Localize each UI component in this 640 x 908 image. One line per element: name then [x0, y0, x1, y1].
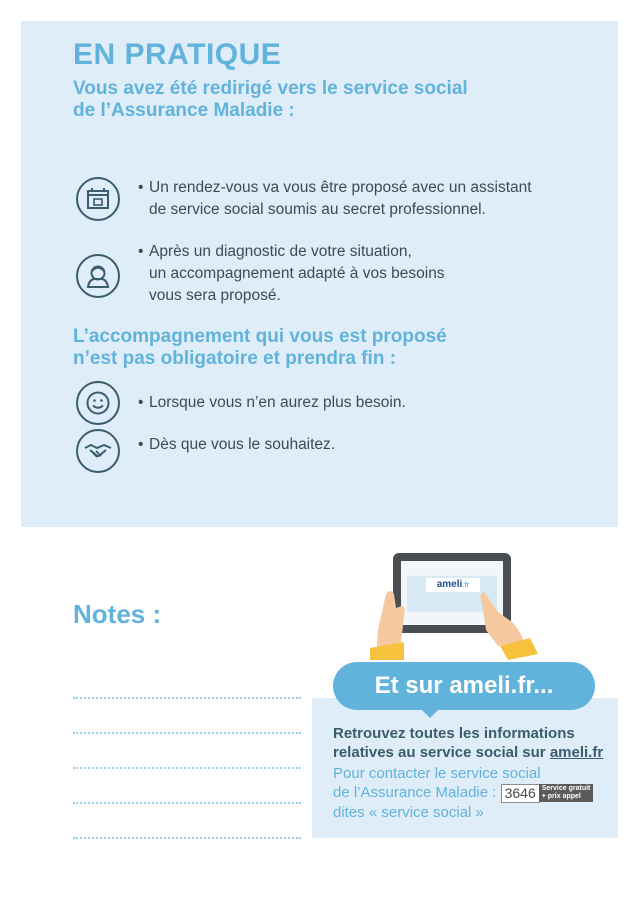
- item-text-line-2: de service social soumis au secret professionnel.: [149, 201, 486, 218]
- notes-title: Notes :: [73, 599, 162, 629]
- section-heading-line-2: n’est pas obligatoire et prendra fin :: [73, 348, 397, 369]
- info-bold-text: [333, 724, 618, 762]
- ameli-logo-suffix: .fr: [462, 582, 470, 589]
- calendar-icon: [76, 177, 120, 221]
- list-item: [138, 241, 578, 307]
- info-bold-line-1: Retrouvez toutes les informations: [333, 725, 575, 742]
- info-bold-line-2: relatives au service social sur: [333, 744, 550, 761]
- bullet: •: [138, 394, 144, 411]
- tablet-illustration: [370, 550, 540, 660]
- ameli-logo-text: ameli: [436, 579, 463, 590]
- list-item: [138, 177, 578, 221]
- bullet: •: [138, 436, 144, 453]
- bullet: •: [138, 243, 144, 260]
- subtitle-line-1: Vous avez été redirigé vers le service social: [73, 78, 468, 99]
- tablet-icon: [370, 550, 540, 660]
- list-item: [138, 434, 578, 456]
- note-line: [73, 837, 301, 839]
- contact-info: [333, 764, 618, 822]
- ameli-bubble: Et sur ameli.fr...: [333, 662, 595, 710]
- phone-number[interactable]: 3646: [501, 784, 540, 803]
- note-line: [73, 767, 301, 769]
- item-text: Dès que vous le souhaitez.: [149, 436, 336, 453]
- smiley-icon: [76, 381, 120, 425]
- note-line: [73, 697, 301, 699]
- subtitle-line-2: de l’Assurance Maladie :: [73, 100, 295, 121]
- item-text: Lorsque vous n’en aurez plus besoin.: [149, 394, 406, 411]
- list-item: [138, 392, 578, 414]
- handshake-icon: [76, 429, 120, 473]
- section-heading-line-1: L’accompagnement qui vous est proposé: [73, 326, 447, 347]
- contact-line-1: Pour contacter le service social: [333, 765, 541, 782]
- page-title: EN PRATIQUE: [73, 38, 282, 71]
- section-heading: [73, 326, 513, 370]
- practical-info-panel: [21, 21, 618, 527]
- subtitle: [73, 78, 513, 122]
- item-text-line-2: un accompagnement adapté à vos besoins: [149, 265, 445, 282]
- note-line: [73, 802, 301, 804]
- item-text-line-1: Après un diagnostic de votre situation,: [149, 243, 412, 260]
- phone-tag-line-1: Service gratuit: [541, 785, 591, 793]
- contact-line-2: de l’Assurance Maladie :: [333, 784, 501, 801]
- item-text-line-3: vous sera proposé.: [149, 287, 281, 304]
- note-line: [73, 732, 301, 734]
- ameli-link[interactable]: ameli.fr: [549, 744, 604, 761]
- contact-line-3: dites « service social »: [333, 803, 484, 821]
- bullet: •: [138, 179, 144, 196]
- phone-tag: [539, 784, 594, 802]
- ameli-logo: [428, 579, 478, 590]
- bubble-tail: [420, 708, 440, 718]
- item-text-line-1: Un rendez-vous va vous être proposé avec un assistant: [149, 179, 532, 196]
- phone-tag-line-2: + prix appel: [541, 793, 581, 801]
- person-icon: [76, 254, 120, 298]
